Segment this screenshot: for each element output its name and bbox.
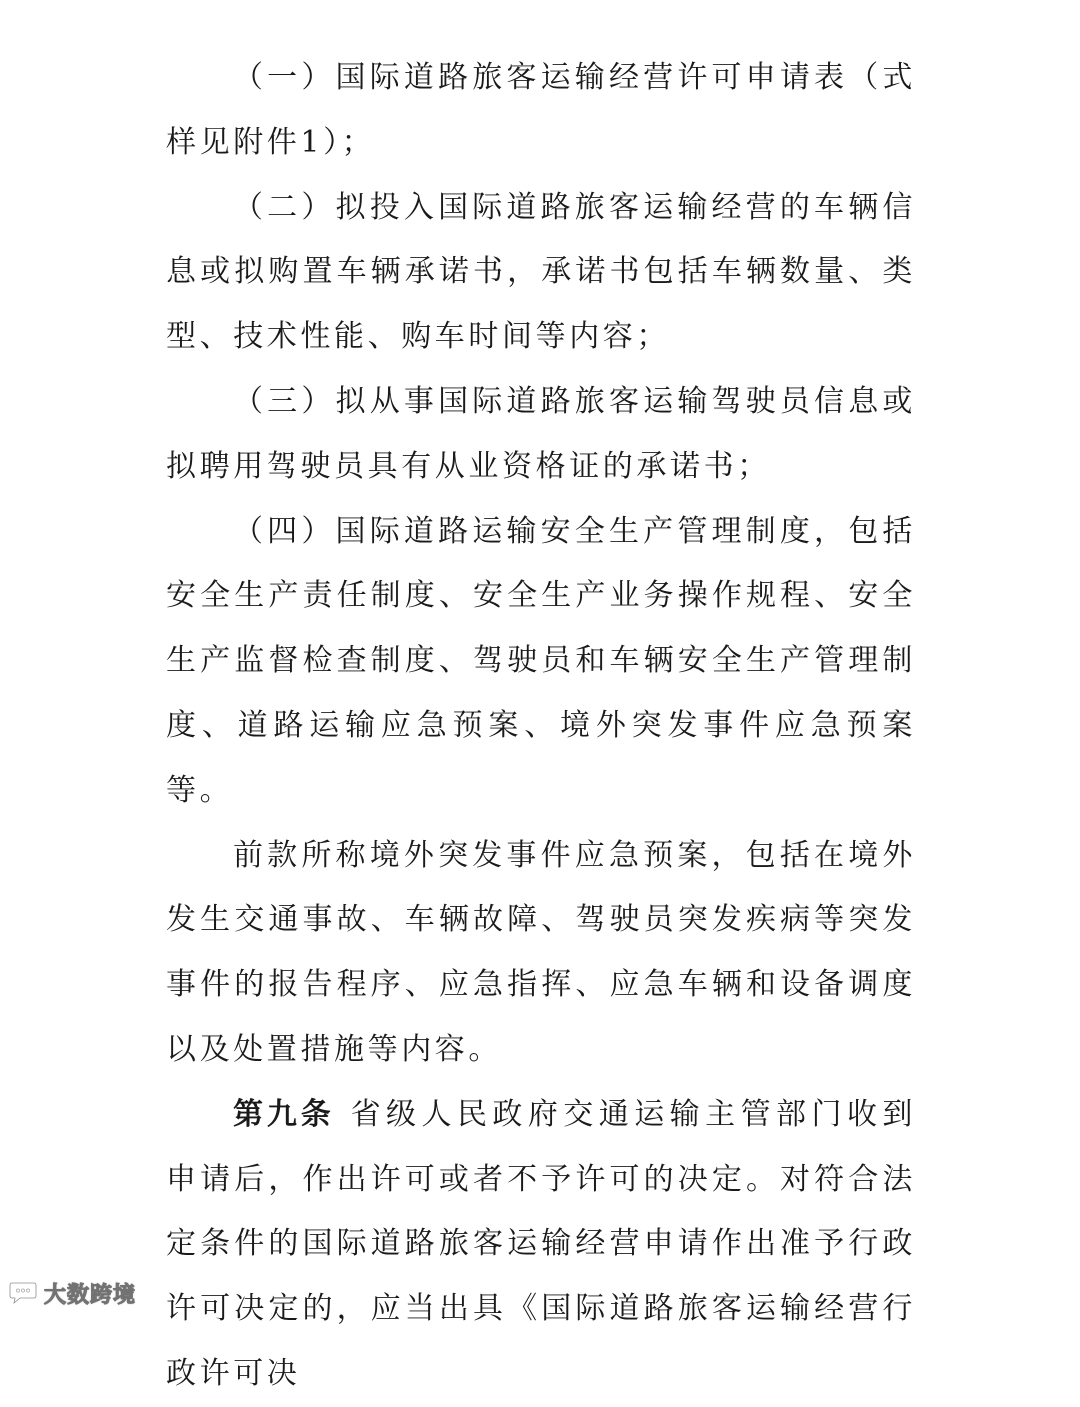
watermark	[8, 1277, 136, 1309]
paragraph-item-4: （四）国际道路运输安全生产管理制度，包括安全生产责任制度、安全生产业务操作规程、安全生产监督检查制度、驾驶员和车辆安全生产管理制度、道路运输应急预案、境外突发事件应急预案等。	[166, 513, 916, 808]
paragraph-item-3: （三）拟从事国际道路旅客运输驾驶员信息或拟聘用驾驶员具有从业资格证的承诺书；	[166, 383, 916, 484]
paragraph-item-1: （一）国际道路旅客运输经营许可申请表（式样见附件1）；	[166, 60, 916, 160]
paragraph-item-2: （二）拟投入国际道路旅客运输经营的车辆信息或拟购置车辆承诺书，承诺书包括车辆数量、类型、技术性能、购车时间等内容；	[166, 189, 916, 355]
article-paragraph	[166, 1083, 916, 1407]
document-body	[166, 46, 916, 1407]
chat-bubble-icon	[8, 1280, 38, 1306]
article-label: 第九条	[233, 1096, 335, 1132]
article-text: 省级人民政府交通运输主管部门收到申请后，作出许可或者不予许可的决定。对符合法定条件的国际道路旅客运输经营申请作出准予行政许可决定的，应当出具《国际道路旅客运输经营行政许可决	[166, 1096, 917, 1391]
paragraph-note: 前款所称境外突发事件应急预案，包括在境外发生交通事故、车辆故障、驾驶员突发疾病等突发事件的报告程序、应急指挥、应急车辆和设备调度以及处置措施等内容。	[166, 837, 916, 1067]
watermark-text: 大数跨境	[44, 1282, 137, 1308]
